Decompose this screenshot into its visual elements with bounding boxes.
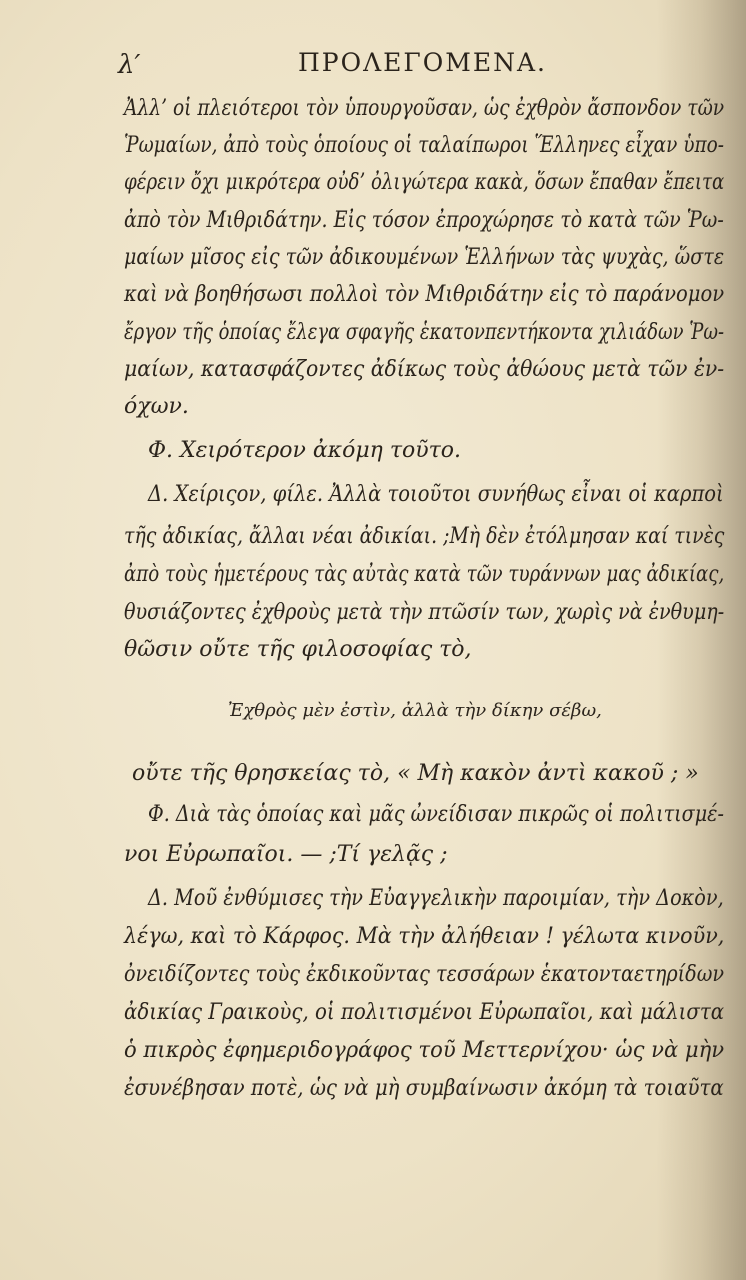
text-line: Ῥωμαίων, ἀπὸ τοὺς ὁποίους οἱ ταλαίπωροι Ἕλληνες εἶχαν ὑπο-	[124, 133, 724, 158]
text-line: ἐσυνέβησαν ποτὲ, ὡς νὰ μὴ συμβαίνωσιν ἀκόμη τὰ τοιαῦτα	[124, 1076, 724, 1101]
verse-quote: Ἐχθρὸς μὲν ἐστὶν, ἀλλὰ τὴν δίκην σέβω,	[228, 700, 602, 721]
page-header	[118, 48, 718, 88]
text-line: θυσιάζοντες ἐχθροὺς μετὰ τὴν πτῶσίν των, χωρὶς νὰ ἐνθυμη-	[124, 600, 725, 625]
text-line: τῆς ἀδικίας, ἄλλαι νέαι ἀδικίαι. ;Μὴ δὲν ἐτόλμησαν καί τινὲς	[124, 524, 725, 549]
text-line: θῶσιν οὔτε τῆς φιλοσοφίας τὸ,	[124, 637, 472, 662]
text-line: οὔτε τῆς θρησκείας τὸ, « Μὴ κακὸν ἀντὶ κακοῦ ; »	[132, 761, 699, 786]
text-line: μαίων μῖσος εἰς τῶν ἀδικουμένων Ἑλλήνων τὰς ψυχὰς, ὥστε	[124, 245, 725, 270]
text-line: ὀνειδίζοντες τοὺς ἐκδικοῦντας τεσσάρων ἑκατονταετηρίδων	[124, 962, 725, 987]
text-line: ἀπὸ τοὺς ἡμετέρους τὰς αὐτὰς κατὰ τῶν τυράννων μας ἀδικίας,	[124, 562, 725, 587]
text-line: όχων.	[124, 394, 189, 419]
text-line: ἔργον τῆς ὁποίας ἔλεγα σφαγῆς ἑκατονπεντήκοντα χιλιάδων Ῥω-	[124, 320, 725, 345]
text-line: Ἀλλ’ οἱ πλειότεροι τὸν ὑπουργοῦσαν, ὡς ἐχθρὸν ἄσπονδον τῶν	[124, 96, 725, 121]
text-line: ἀδικίας Γραικοὺς, οἱ πολιτισμένοι Εὐρωπαῖοι, καὶ μάλιστα	[124, 1000, 725, 1025]
text-line: μαίων, κατασφάζοντες ἀδίκως τοὺς ἀθώους μετὰ τῶν ἐν-	[124, 357, 725, 382]
text-line: Δ. Χείριςον, φίλε. Ἀλλὰ τοιοῦτοι συνήθως εἶναι οἱ καρποὶ	[148, 482, 724, 507]
text-line: Φ. Χειρότερον ἀκόμη τοῦτο.	[148, 438, 462, 463]
text-line: λέγω, καὶ τὸ Κάρφος. Μὰ τὴν ἀλήθειαν ! γέλωτα κινοῦν,	[124, 924, 725, 949]
text-line: ὁ πικρὸς ἐφημεριδογράφος τοῦ Μεττερνίχου· ὡς νὰ μὴν	[124, 1038, 725, 1063]
text-line: ἀπὸ τὸν Μιθριδάτην. Εἰς τόσον ἐπροχώρησε τὸ κατὰ τῶν Ῥω-	[124, 208, 724, 233]
text-line: Φ. Διὰ τὰς ὁποίας καὶ μᾶς ὠνείδισαν πικρῶς οἱ πολιτισμέ-	[148, 802, 724, 827]
text-line: νοι Εὐρωπαῖοι. — ;Τί γελᾷς ;	[124, 842, 448, 867]
page-number: λ′	[118, 50, 141, 80]
text-line: Δ. Μοῦ ἐνθύμισες τὴν Εὐαγγελικὴν παροιμίαν, τὴν Δοκὸν,	[148, 886, 724, 911]
running-title: ΠΡΟΛΕΓΟΜΕΝΑ.	[298, 48, 547, 77]
text-line: καὶ νὰ βοηθήσωσι πολλοὶ τὸν Μιθριδάτην εἰς τὸ παράνομον	[124, 282, 725, 307]
text-line: φέρειν ὄχι μικρότερα οὐδ’ ὀλιγώτερα κακὰ, ὅσων ἔπαθαν ἔπειτα	[124, 170, 725, 195]
